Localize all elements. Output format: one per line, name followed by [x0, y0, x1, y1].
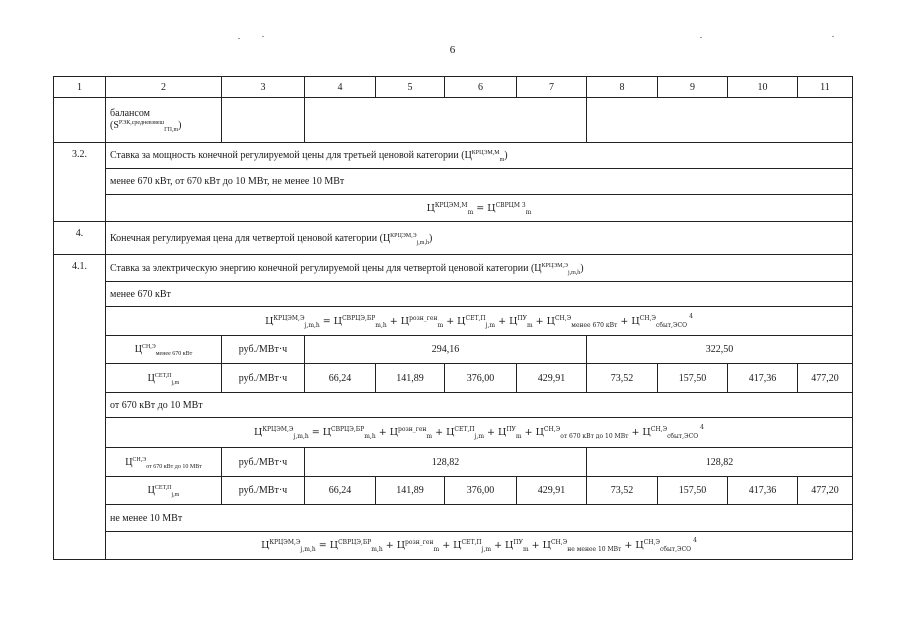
column-number: 5 — [376, 77, 445, 98]
group-heading: не менее 10 МВт — [106, 505, 853, 532]
value-cell: 429,91 — [517, 364, 587, 393]
group-formula: $Ц^{КРЦЭМ,Э}_{j,m,h} = Ц^{СВРЦЭ,БР}_{m,h} + Ц^{розн\_ген}_m + Ц^{СЕТ,П}_{j,m} + Ц^{ПУ}_m + Ц^{СН,Э}_{не менее 10 МВт} + Ц^{СН,Э}_{сбыт,ЭСО}^4$ — [106, 532, 853, 560]
row-number: 3.2. — [54, 143, 106, 222]
value-cell: 417,36 — [728, 477, 798, 505]
column-number: 10 — [728, 77, 798, 98]
section-3-2-title: Ставка за мощность конечной регулируемой цены для третьей ценовой категории $(Ц^{КРЦЭМ,М}_m)$ — [106, 143, 853, 169]
value-cell: 376,00 — [445, 477, 517, 505]
group-heading: менее 670 кВт — [106, 282, 853, 307]
column-number: 8 — [587, 77, 658, 98]
section-4-1-title: Ставка за электрическую энергию конечной регулируемой цены для четвертой ценовой категории $(Ц^{КРЦЭМ,Э}_{j,m,h})$ — [106, 255, 853, 282]
footnote-marker: 4 — [700, 424, 704, 431]
group-formula-row — [54, 418, 853, 448]
scan-speck — [832, 36, 834, 37]
sn-values-row — [54, 448, 853, 477]
value-cell: 73,52 — [587, 364, 658, 393]
set-label: $Ц^{СЕТ,П}_{j,m}$ — [106, 477, 222, 505]
balance-row — [54, 98, 853, 143]
sn-values-row — [54, 336, 853, 364]
value-cell: 157,50 — [658, 477, 728, 505]
tariff-table — [53, 76, 853, 560]
set-label: $Ц^{СЕТ,П}_{j,m}$ — [106, 364, 222, 393]
value-cell: 376,00 — [445, 364, 517, 393]
page-number: 6 — [449, 44, 456, 56]
section-3-2-formula-row — [54, 195, 853, 222]
value-cell: 128,82 — [587, 448, 853, 477]
balance-cell — [106, 98, 222, 143]
value-cell: 477,20 — [798, 477, 853, 505]
unit-cell: руб./МВт·ч — [222, 364, 305, 393]
scan-speck — [238, 38, 240, 39]
column-number: 1 — [54, 77, 106, 98]
value-cell: 477,20 — [798, 364, 853, 393]
value-cell: 66,24 — [305, 477, 376, 505]
section-3-2-title-row — [54, 143, 853, 169]
unit-cell: руб./МВт·ч — [222, 477, 305, 505]
footnote-marker: 4 — [689, 312, 693, 320]
scan-speck — [700, 37, 702, 38]
value-cell: 294,16 — [305, 336, 587, 364]
balance-label: балансом — [110, 108, 150, 119]
row-number: 4.1. — [54, 255, 106, 560]
value-cell: 128,82 — [305, 448, 587, 477]
section-3-2-subtitle: менее 670 кВт, от 670 кВт до 10 МВт, не менее 10 МВт — [106, 169, 853, 195]
footnote-marker: 4 — [693, 537, 697, 544]
group-formula: $Ц^{КРЦЭМ,Э}_{j,m,h} = Ц^{СВРЦЭ,БР}_{m,h} + Ц^{розн\_ген}_m + Ц^{СЕТ,П}_{j,m} + Ц^{ПУ}_m + Ц^{СН,Э}_{менее 670 кВт} + Ц^{СН,Э}_{сбыт,ЭСО}^4$ — [106, 307, 853, 336]
column-number: 3 — [222, 77, 305, 98]
column-number: 6 — [445, 77, 517, 98]
group-heading-row — [54, 393, 853, 418]
column-number: 11 — [798, 77, 853, 98]
group-heading: от 670 кВт до 10 МВт — [106, 393, 853, 418]
value-cell: 417,36 — [728, 364, 798, 393]
column-number: 9 — [658, 77, 728, 98]
section-3-2-subtitle-row — [54, 169, 853, 195]
group-formula: $Ц^{КРЦЭМ,Э}_{j,m,h} = Ц^{СВРЦЭ,БР}_{m,h} + Ц^{розн\_ген}_m + Ц^{СЕТ,П}_{j,m} + Ц^{ПУ}_m + Ц^{СН,Э}_{от 670 кВт до 10 МВт} + Ц^{СН,Э}_{сбыт,ЭСО}^4$ — [106, 418, 853, 448]
set-values-row — [54, 477, 853, 505]
group-formula-row — [54, 307, 853, 336]
group-heading-row — [54, 282, 853, 307]
section-4-1-title-row — [54, 255, 853, 282]
value-cell: 157,50 — [658, 364, 728, 393]
row-number: 4. — [54, 222, 106, 255]
value-cell: 141,89 — [376, 364, 445, 393]
scan-speck — [262, 36, 264, 37]
column-number: 2 — [106, 77, 222, 98]
section-4-title: Конечная регулируемая цена для четвертой ценовой категории $(Ц^{КРЦЭМ,Э}_{j,m,h})$ — [106, 222, 853, 255]
unit-cell: руб./МВт·ч — [222, 336, 305, 364]
balance-formula: $(S^{РЭК,средневзвеш}_{ГП,m})$ — [110, 120, 182, 133]
value-cell: 141,89 — [376, 477, 445, 505]
column-number: 7 — [517, 77, 587, 98]
unit-cell: руб./МВт·ч — [222, 448, 305, 477]
sn-label: $Ц^{СН,Э}_{менее 670 кВт}$ — [106, 336, 222, 364]
value-cell: 73,52 — [587, 477, 658, 505]
group-formula-row — [54, 532, 853, 560]
section-4-row — [54, 222, 853, 255]
column-number-row — [54, 77, 853, 98]
section-3-2-formula: $Ц^{КРЦЭМ,М}_m = Ц^{СВРЦМ 3}_m$ — [106, 195, 853, 222]
value-cell: 429,91 — [517, 477, 587, 505]
column-number: 4 — [305, 77, 376, 98]
set-values-row — [54, 364, 853, 393]
sn-label: $Ц^{СН,Э}_{от 670 кВт до 10 МВт}$ — [106, 448, 222, 477]
group-heading-row — [54, 505, 853, 532]
value-cell: 322,50 — [587, 336, 853, 364]
value-cell: 66,24 — [305, 364, 376, 393]
